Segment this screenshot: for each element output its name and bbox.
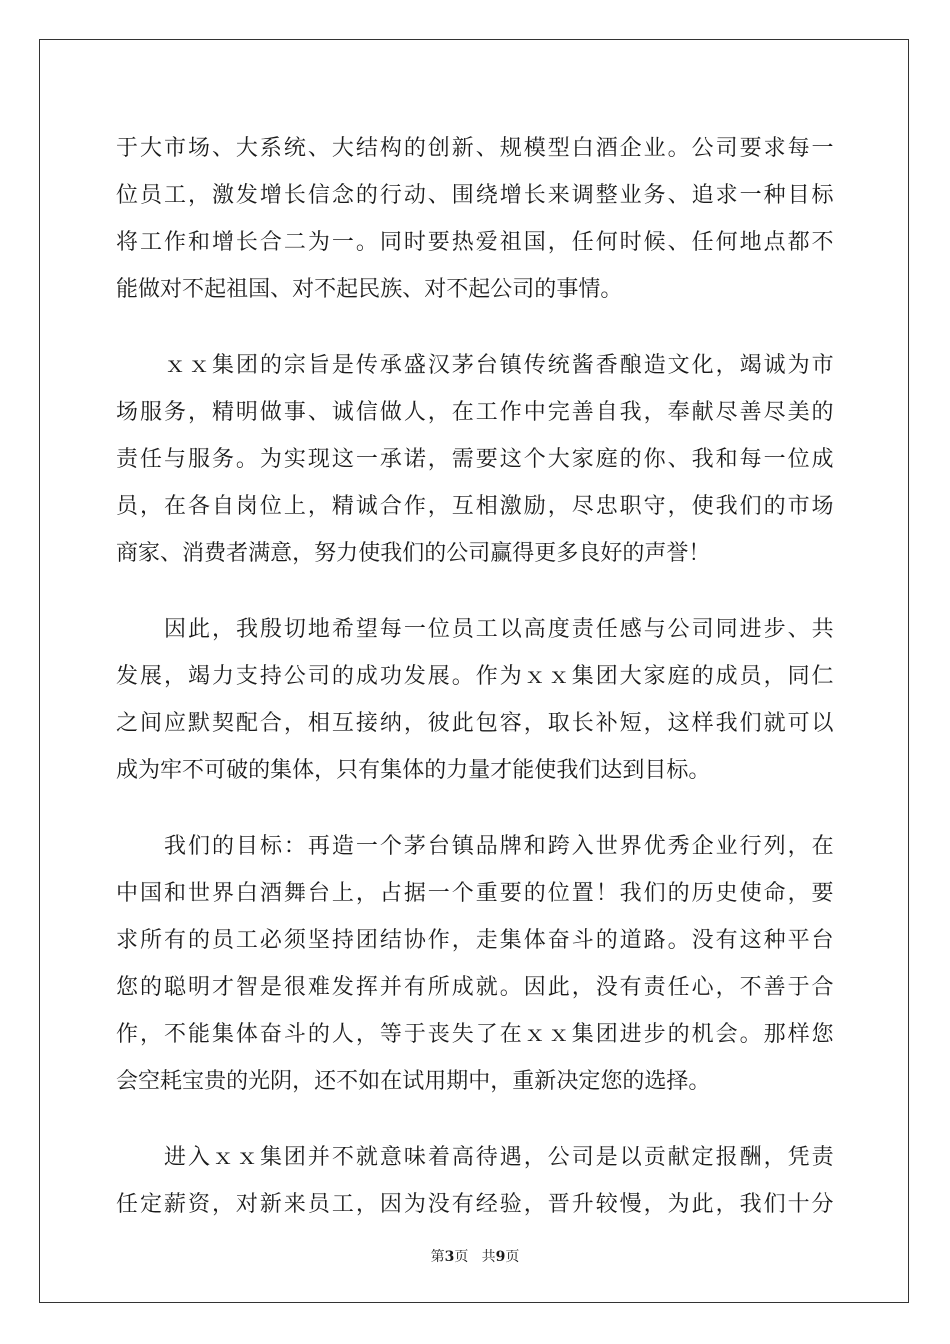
text-line: 会 空 耗 宝 贵 的 光 阴 ， 还 不 如 在 试 用 期 中 ， 重 新 决 定 您 的 选 择 。 bbox=[116, 1069, 711, 1094]
total-prefix: 共 bbox=[481, 1249, 496, 1265]
text-line: 我 们 的 目 标 ： 再 造 一 个 茅 台 镇 品 牌 和 跨 入 世 界 优 秀 企 业 行 列 ， 在 bbox=[164, 834, 834, 859]
total-pages: 9 bbox=[495, 1249, 506, 1265]
document-body bbox=[116, 125, 834, 1228]
text-line: 进 入 ｘ ｘ 集 团 并 不 就 意 味 着 高 待 遇 ， 公 司 是 以 贡 献 定 报 酬 ， 凭 责 bbox=[164, 1145, 834, 1170]
text-line: 于 大 市 场 、 大 系 统 、 大 结 构 的 创 新 、 规 模 型 白 酒 企 业 。 公 司 要 求 每 一 bbox=[116, 136, 834, 161]
page-prefix: 第 bbox=[430, 1249, 445, 1265]
text-line: 之 间 应 默 契 配 合 ， 相 互 接 纳 ， 彼 此 包 容 ， 取 长 补 短 ， 这 样 我 们 就 可 以 bbox=[116, 711, 834, 736]
text-line: 作 ， 不 能 集 体 奋 斗 的 人 ， 等 于 丧 失 了 在 ｘ ｘ 集 团 进 步 的 机 会 。 那 样 您 bbox=[116, 1022, 834, 1047]
text-line: 场 服 务 ， 精 明 做 事 、 诚 信 做 人 ， 在 工 作 中 完 善 自 我 ， 奉 献 尽 善 尽 美 的 bbox=[116, 400, 834, 425]
page-number: 3 bbox=[444, 1249, 455, 1265]
text-line: 员 ， 在 各 自 岗 位 上 ， 精 诚 合 作 ， 互 相 激 励 ， 尽 忠 职 守 ， 使 我 们 的 市 场 bbox=[116, 494, 834, 519]
text-line: 成 为 牢 不 可 破 的 集 体 ， 只 有 集 体 的 力 量 才 能 使 我 们 达 到 目 标 。 bbox=[116, 758, 711, 783]
text-line: 发 展 ， 竭 力 支 持 公 司 的 成 功 发 展 。 作 为 ｘ ｘ 集 团 大 家 庭 的 成 员 ， 同 仁 bbox=[116, 664, 834, 689]
text-line: 能 做 对 不 起 祖 国 、 对 不 起 民 族 、 对 不 起 公 司 的 事 情 。 bbox=[116, 277, 623, 302]
text-line: 任 定 薪 资 ， 对 新 来 员 工 ， 因 为 没 有 经 验 ， 晋 升 较 慢 ， 为 此 ， 我 们 十 分 bbox=[116, 1192, 834, 1217]
text-line: 责 任 与 服 务 。 为 实 现 这 一 承 诺 ， 需 要 这 个 大 家 庭 的 你 、 我 和 每 一 位 成 bbox=[116, 447, 834, 472]
text-line: 因 此 ， 我 殷 切 地 希 望 每 一 位 员 工 以 高 度 责 任 感 与 公 司 同 进 步 、 共 bbox=[164, 617, 834, 642]
text-line: ｘ ｘ 集 团 的 宗 旨 是 传 承 盛 汉 茅 台 镇 传 统 酱 香 酿 造 文 化 ， 竭 诚 为 市 bbox=[164, 353, 834, 378]
page-suffix: 页 bbox=[454, 1249, 469, 1265]
text-line: 中 国 和 世 界 白 酒 舞 台 上 ， 占 据 一 个 重 要 的 位 置 ！ 我 们 的 历 史 使 命 ， 要 bbox=[116, 881, 834, 906]
text-line: 商 家 、 消 费 者 满 意 ， 努 力 使 我 们 的 公 司 赢 得 更 多 良 好 的 声 誉 ！ bbox=[116, 541, 711, 566]
text-line: 求 所 有 的 员 工 必 须 坚 持 团 结 协 作 ， 走 集 体 奋 斗 的 道 路 。 没 有 这 种 平 台 bbox=[116, 928, 834, 953]
text-line: 您 的 聪 明 才 智 是 很 难 发 挥 并 有 所 成 就 。 因 此 ， 没 有 责 任 心 ， 不 善 于 合 bbox=[116, 975, 834, 1000]
text-line: 位 员 工 ， 激 发 增 长 信 念 的 行 动 、 围 绕 增 长 来 调 整 业 务 、 追 求 一 种 目 标 bbox=[116, 183, 834, 208]
total-suffix: 页 bbox=[505, 1249, 520, 1265]
page-footer bbox=[0, 1248, 950, 1266]
text-line: 将 工 作 和 增 长 合 二 为 一 。 同 时 要 热 爱 祖 国 ， 任 何 时 候 、 任 何 地 点 都 不 bbox=[116, 230, 834, 255]
